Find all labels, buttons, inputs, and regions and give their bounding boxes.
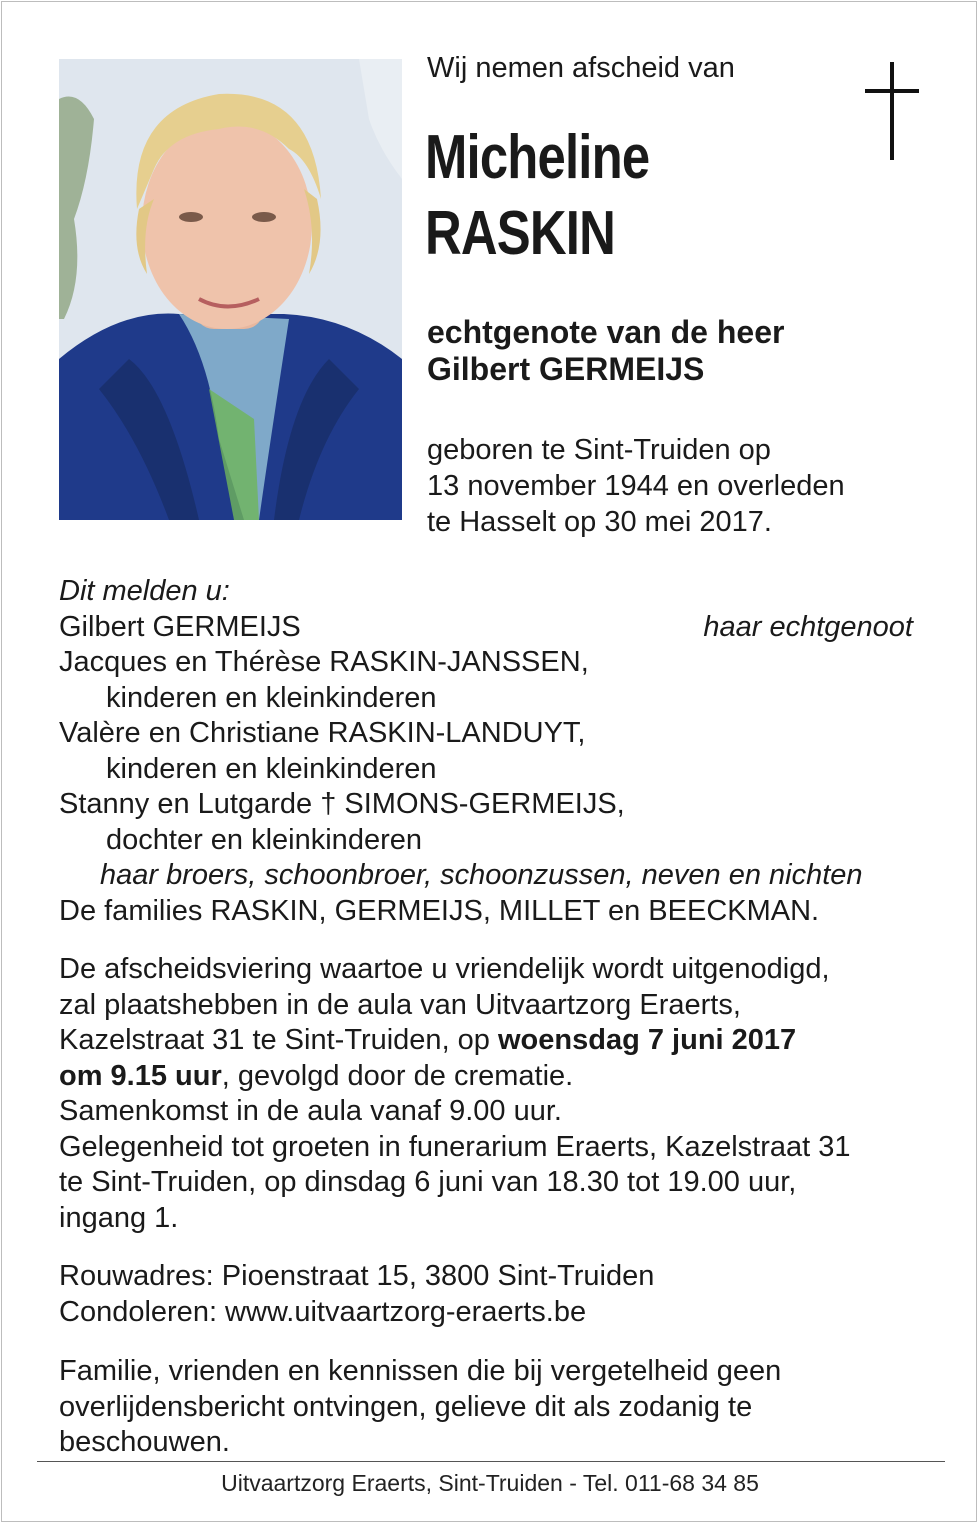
ceremony-line: [59, 1059, 851, 1095]
closing-line: Familie, vrienden en kennissen die bij vergetelheid geen: [59, 1355, 782, 1387]
ceremony-line: te Sint-Truiden, op dinsdag 6 juni van 18.30 tot 19.00 uur,: [59, 1166, 797, 1198]
contact-section: [59, 1259, 654, 1330]
announcer-line: kinderen en kleinkinderen: [106, 752, 437, 785]
ceremony-line: De afscheidsviering waartoe u vriendelijk wordt uitgenodigd,: [59, 953, 830, 985]
closing-section: [59, 1354, 781, 1461]
announcers-heading: Dit melden u:: [59, 575, 230, 607]
birth-death-info: [427, 432, 845, 540]
ceremony-line: zal plaatshebben in de aula van Uitvaartzorg Eraerts,: [59, 988, 741, 1021]
birth-line: 13 november 1944 en overleden: [427, 470, 845, 502]
announcer-line: De families RASKIN, GERMEIJS, MILLET en BEECKMAN.: [59, 894, 820, 927]
latin-cross-icon: [862, 62, 922, 160]
ceremony-location: Kazelstraat 31 te Sint-Truiden, op: [59, 1024, 498, 1056]
birth-line: te Hasselt op 30 mei 2017.: [427, 506, 772, 538]
intro-text: Wij nemen afscheid van: [427, 52, 735, 84]
ceremony-date: woensdag 7 juni 2017: [498, 1024, 797, 1056]
announcer-line: haar broers, schoonbroer, schoonzussen, neven en nichten: [100, 859, 863, 891]
footer-text: Uitvaartzorg Eraerts, Sint-Truiden - Tel. 011-68 34 85: [221, 1470, 759, 1496]
ceremony-line: [59, 1023, 851, 1059]
footer-divider: [37, 1461, 945, 1462]
spouse-line-1: echtgenote van de heer: [427, 314, 785, 350]
mourning-address: Rouwadres: Pioenstraat 15, 3800 Sint-Truiden: [59, 1260, 655, 1292]
closing-line: overlijdensbericht ontvingen, gelieve dit als zodanig te: [59, 1390, 753, 1423]
announcer-line: kinderen en kleinkinderen: [106, 681, 437, 714]
first-name: Micheline: [425, 123, 650, 192]
closing-line: beschouwen.: [59, 1426, 230, 1458]
announcer-spouse-name: Gilbert GERMEIJS: [59, 610, 301, 643]
announcer-spouse-role: haar echtgenoot: [703, 610, 913, 643]
announcers-section: [59, 574, 913, 929]
announcer-line: Valère en Christiane RASKIN-LANDUYT,: [59, 717, 586, 749]
spouse-info: [427, 314, 784, 388]
deceased-name: [425, 120, 649, 272]
announcer-line: dochter en kleinkinderen: [106, 823, 422, 856]
announcer-row-spouse: [59, 610, 913, 646]
announcer-line: Jacques en Thérèse RASKIN-JANSSEN,: [59, 646, 589, 678]
portrait-photo: [59, 59, 402, 520]
ceremony-line: ingang 1.: [59, 1201, 179, 1234]
ceremony-time: om 9.15 uur: [59, 1059, 222, 1092]
last-name: RASKIN: [425, 199, 615, 268]
condolences-link[interactable]: Condoleren: www.uitvaartzorg-eraerts.be: [59, 1295, 587, 1328]
announcer-line: Stanny en Lutgarde † SIMONS-GERMEIJS,: [59, 788, 625, 820]
ceremony-line: Samenkomst in de aula vanaf 9.00 uur.: [59, 1095, 562, 1127]
birth-line: geboren te Sint-Truiden op: [427, 434, 771, 466]
ceremony-section: [59, 952, 851, 1236]
spouse-line-2: Gilbert GERMEIJS: [427, 351, 705, 387]
ceremony-cremation: , gevolgd door de crematie.: [221, 1059, 574, 1092]
ceremony-line: Gelegenheid tot groeten in funerarium Eraerts, Kazelstraat 31: [59, 1130, 851, 1163]
